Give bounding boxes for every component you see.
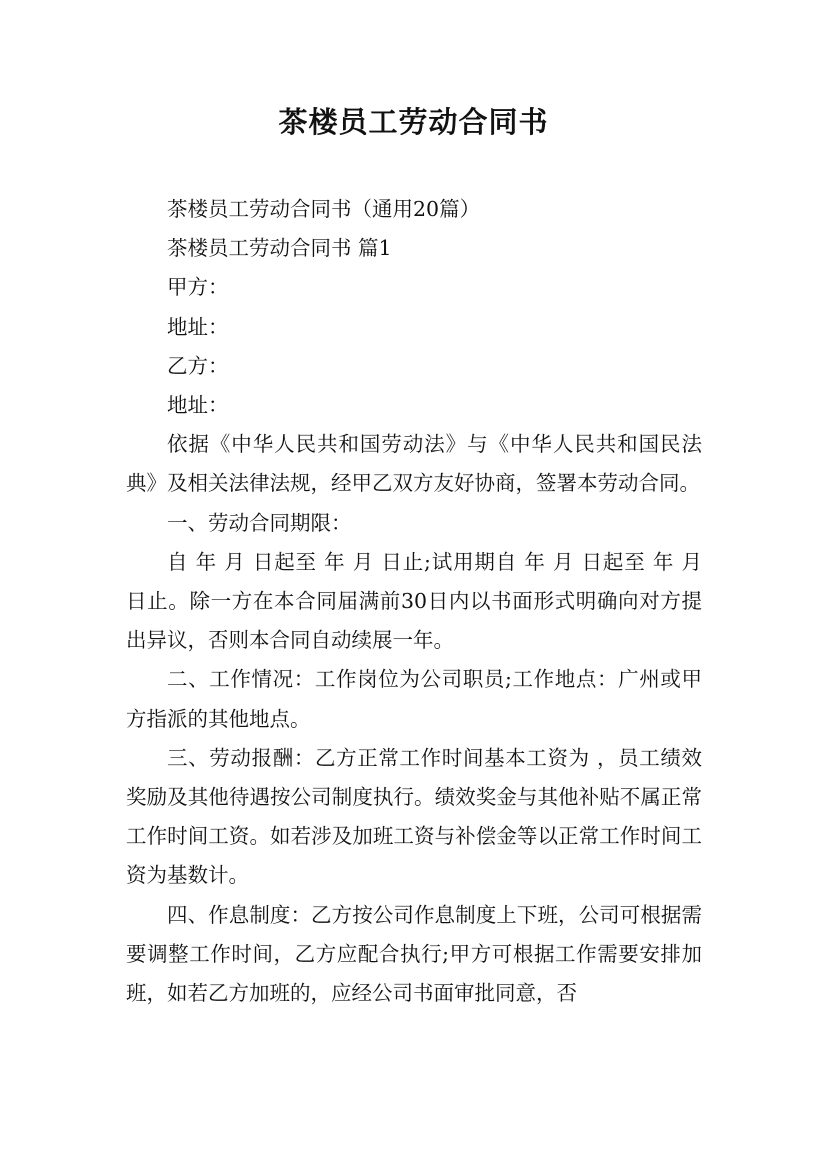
paragraph-clause-2: 二、工作情况：工作岗位为公司职员;工作地点：广州或甲方指派的其他地点。 <box>126 667 702 731</box>
paragraph-party-a-address: 地址： <box>167 314 229 339</box>
paragraph-subtitle: 茶楼员工劳动合同书（通用20篇） <box>167 197 481 221</box>
paragraph-section-heading: 茶楼员工劳动合同书 篇1 <box>167 236 392 261</box>
paragraph-clause-1-body: 自 年 月 日起至 年 月 日止;试用期自 年 月 日起至 年 月 日止。除一方在本合同届满前30日内以书面形式明确向对方提出异议，否则本合同自动续展一年。 <box>126 549 702 653</box>
paragraph-preamble: 依据《中华人民共和国劳动法》与《中华人民共和国民法典》及相关法律法规，经甲乙双方友好协商，签署本劳动合同。 <box>126 432 702 496</box>
document-title: 茶楼员工劳动合同书 <box>278 105 549 139</box>
document-body <box>126 190 702 1013</box>
paragraph-party-a: 甲方： <box>167 275 229 300</box>
paragraph-clause-3: 三、劳动报酬：乙方正常工作时间基本工资为 ，员工绩效奖励及其他待遇按公司制度执行。绩效奖金与其他补贴不属正常工作时间工资。如若涉及加班工资与补偿金等以正常工作时间工资为基数计。 <box>126 745 702 888</box>
paragraph-clause-4: 四、作息制度：乙方按公司作息制度上下班，公司可根据需要调整工作时间，乙方应配合执行;甲方可根据工作需要安排加班，如若乙方加班的，应经公司书面审批同意，否 <box>126 902 702 1006</box>
paragraph-clause-1-heading: 一、劳动合同期限： <box>167 510 352 535</box>
paragraph-party-b: 乙方： <box>167 353 229 378</box>
paragraph-party-b-address: 地址： <box>167 393 229 418</box>
